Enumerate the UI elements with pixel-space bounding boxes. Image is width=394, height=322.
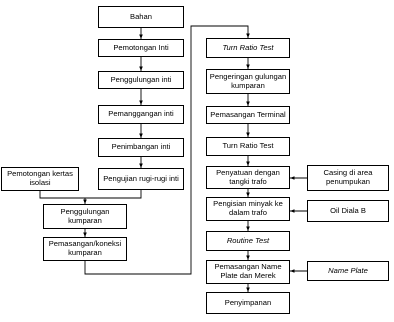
step-penggulungan-inti: [98, 71, 184, 89]
step-pemotongan-inti: [98, 39, 184, 57]
step-turn-ratio-test-1: [206, 38, 290, 58]
step-pengujian-rugi-label: Pengujian rugi-rugi inti: [103, 173, 179, 183]
step-pemasangan-terminal: [206, 106, 290, 124]
step-pemotongan-kertas-label: Pemotongan kertas isolasi: [7, 169, 73, 187]
step-pengisian-minyak: [206, 197, 290, 221]
input-name-plate-label: Name Plate: [328, 265, 368, 275]
input-oil: [307, 200, 389, 222]
step-routine-test-label: Routine Test: [226, 235, 270, 245]
step-pengeringan-gulungan-label: Pengeringan gulungan kumparan: [209, 71, 287, 90]
step-pemanggangan-inti-label: Pemanggangan inti: [108, 109, 174, 119]
arrow-kertas-to-penggulungan-kumparan: [40, 191, 85, 198]
step-pemanggangan-inti: [98, 105, 184, 124]
step-routine-test: [206, 231, 290, 251]
input-oil-label: Oil Diala B: [330, 205, 366, 215]
arrow-pengujian-to-penggulungan-kumparan: [85, 190, 141, 204]
step-pemotongan-inti-label: Pemotongan Inti: [113, 42, 169, 52]
input-casing-label: Casing di area penumpukan: [323, 168, 373, 186]
step-bahan: [98, 6, 184, 28]
step-pengeringan-gulungan: [206, 69, 290, 94]
step-penggulungan-kumparan-label: Penggulungan kumparan: [60, 206, 110, 225]
step-bahan-label: Bahan: [130, 11, 152, 21]
step-penyatuan-tangki-label: Penyatuan dengan tangki trafo: [216, 167, 280, 186]
step-pemasangan-name-plate-label: Pemasangan Name Plate dan Merek: [214, 262, 282, 280]
step-penyimpanan: [206, 292, 290, 314]
step-turn-ratio-test-2-label: Turn Ratio Test: [222, 141, 274, 151]
step-pemasangan-koneksi-label: Pemasangan/koneksi kumparan: [48, 239, 122, 257]
step-penyimpanan-label: Penyimpanan: [224, 297, 272, 307]
step-penggulungan-kumparan: [43, 204, 127, 229]
step-pengisian-minyak-label: Pengisian minyak ke dalam trafo: [213, 199, 283, 217]
step-penggulungan-inti-label: Penggulungan inti: [110, 74, 172, 84]
step-penimbangan-inti-label: Penimbangan inti: [111, 142, 171, 152]
step-turn-ratio-test-1-label: Turn Ratio Test: [222, 42, 274, 52]
step-pemasangan-name-plate: [206, 260, 290, 284]
step-pengujian-rugi: [98, 168, 184, 190]
input-name-plate: [307, 261, 389, 281]
step-pemasangan-koneksi: [43, 237, 127, 261]
input-casing: [307, 165, 389, 191]
step-turn-ratio-test-2: [206, 137, 290, 156]
step-penimbangan-inti: [98, 138, 184, 157]
step-penyatuan-tangki: [206, 166, 290, 189]
step-pemasangan-terminal-label: Pemasangan Terminal: [210, 109, 286, 119]
step-pemotongan-kertas: [1, 167, 79, 191]
